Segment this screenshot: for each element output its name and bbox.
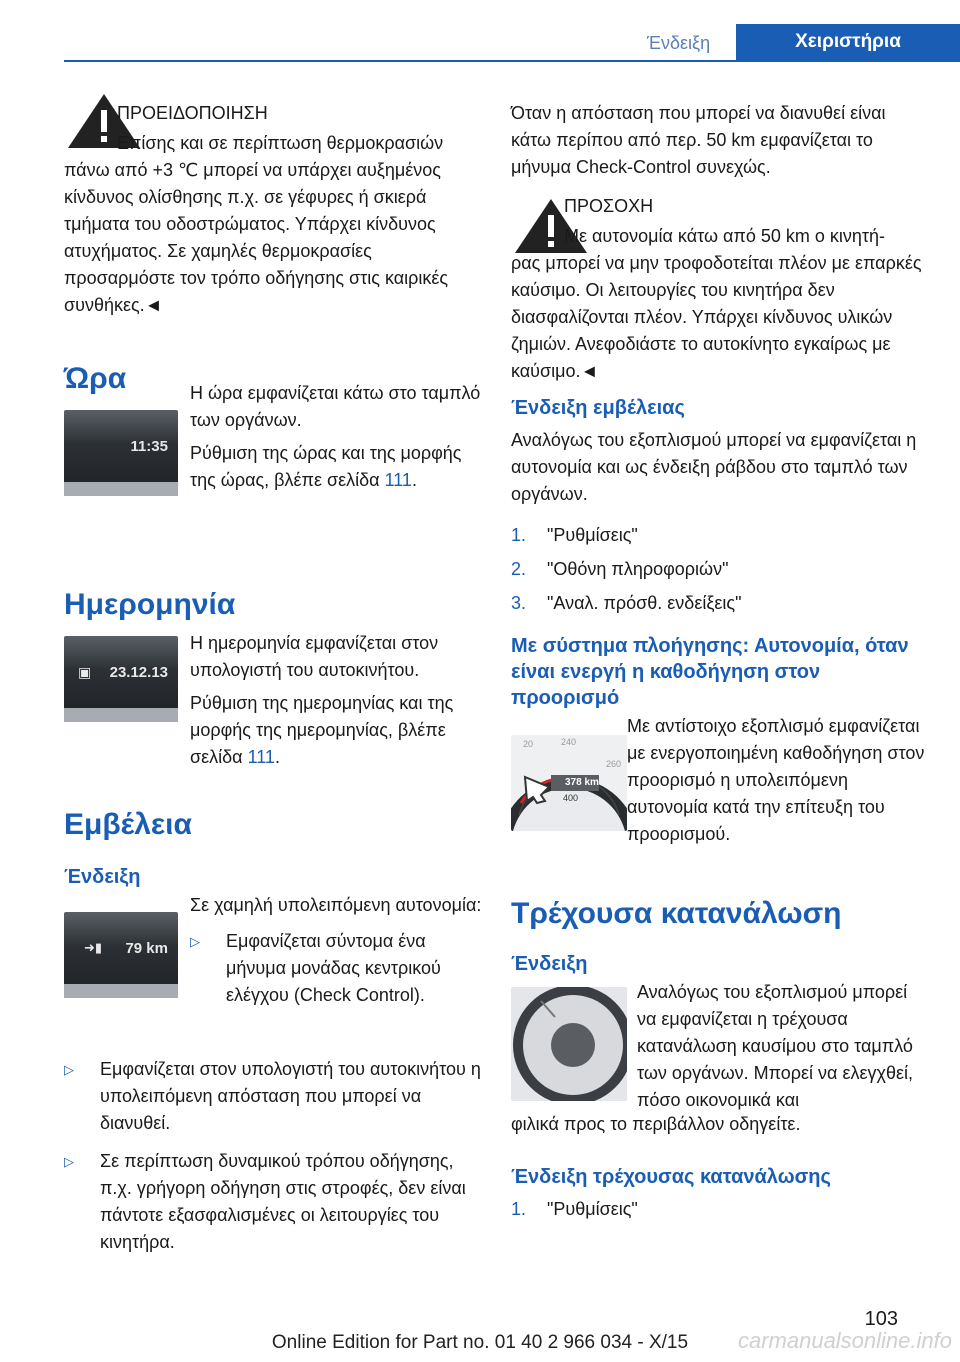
step-text: "Οθόνη πληροφοριών" [547,559,729,579]
step-number: 1. [511,1199,527,1219]
watermark: carmanualsonline.info [737,1328,952,1353]
consumption-subheading: Ένδειξη [511,953,588,975]
range-screen-image [64,912,178,998]
triangle-bullet-icon: ▷ [190,934,200,949]
fuel-pump-icon: ➜▮ [84,940,103,955]
caution-first-line: Με αυτονομία κάτω από 50 km ο κινητή- [564,226,886,246]
nav-range-heading: Με σύστημα πλοήγησης: Αυτονομία, όταν είναι ενεργή η καθοδήγηση στον προορισμό [511,635,909,709]
range-heading: Εμβέλεια [64,808,192,841]
triangle-bullet-icon: ▷ [64,1154,74,1169]
warning-box [64,90,482,315]
step-number: 2. [511,559,527,579]
step-text: "Ρυθμίσεις" [547,525,638,545]
consumption-steps [511,1196,925,1223]
page-header [0,0,960,62]
time-section [64,360,482,542]
range-display-text: Αναλόγως του εξοπλισμού μπορεί να εμφανίζεται η αυτονομία και ως ένδειξη ράβδου στο ταμπλό των οργάνων. [511,430,917,504]
consumption-text-end: φιλικά προς το περιβάλλον οδηγείτε. [511,1114,801,1134]
triangle-bullet-icon: ▷ [64,1062,74,1077]
time-p1: Η ώρα εμφανίζεται κάτω στο ταμπλό των οργάνων. [190,383,481,430]
list-item [511,590,925,617]
consumption-gauge-illustration [511,987,627,1101]
nav-range-text: Με αντίστοιχο εξοπλισμό εμφανίζεται με ενεργοποιημένη καθοδήγηση στον προορισμό η υπολειπόμενη αυτονομία κατά την επίτευξη του προορισμού. [627,716,925,844]
right-column [511,90,925,1223]
date-section [64,586,482,766]
range-screen-text: 79 km [125,940,168,957]
list-item [64,1148,482,1256]
date-heading: Ημερομηνία [64,588,236,621]
list-item [64,1056,482,1137]
list-item [511,556,925,583]
range-bullet-2: Σε περίπτωση δυναμικού τρόπου οδήγησης, π.χ. γρήγορη οδήγηση στις στροφές, δεν είναι πάντοτε εξασφαλισμένες οι λειτουργίες του κινητήρα. [100,1151,466,1252]
range-inner-bullet: Εμφανίζεται σύντομα ένα μήνυμα μονάδας κεντρικού ελέγχου (Check Control). [226,931,441,1005]
header-rule [64,60,960,62]
caution-text: ρας μπορεί να μην τροφοδοτείται πλέον με επαρκές καύσιμο. Οι λειτουργίες του κινητήρα δεν διασφαλίζονται πλέον. Υπάρχει κίνδυνος υλικών ζημιών. Ανεφοδιάστε το αυτοκίνητο εγκαίρως με καύσιμο.◄ [511,253,922,381]
date-page-link[interactable]: 111 [247,747,275,767]
consumption-text: Αναλόγως του εξοπλισμού μπορεί να εμφανίζεται η τρέχουσα κατανάλωση καυσίμου στο ταμπλό των οργάνων. Μπορεί να ελεγχθεί, πόσο οικονομικά και [637,982,913,1110]
caution-title: ΠΡΟΣΟΧΗ [564,196,654,216]
time-screen-text: 11:35 [130,438,168,455]
step-number: 1. [511,525,527,545]
calendar-icon: ▣ [78,664,92,680]
consumption-display-heading: Ένδειξη τρέχουσας κατανάλωσης [511,1166,831,1188]
tab-controls[interactable]: Χειριστήρια [736,24,960,60]
list-item [511,1196,925,1223]
time-screen-image [64,410,178,496]
step-number: 3. [511,593,527,613]
nav-gauge-image [511,735,627,831]
gauge-tick: 240 [561,737,577,747]
range-display-heading: Ένδειξη εμβέλειας [511,397,685,419]
warning-text: πάνω από +3 ℃ μπορεί να υπάρχει αυξημένος κίνδυνος ολίσθησης π.χ. σε γέφυρες ή σκιερά τμήματα του οδοστρώματος. Υπάρχει κίνδυνος ατυχήματος. Σε χαμηλές θερμοκρασίες προσαρμόστε τον τρόπο οδήγησης στις καιρικές συνθήκες.◄ [64,160,449,315]
date-p2: Ρύθμιση της ημερομηνίας και της μορφής της ημερομηνίας, βλέπε σελίδα [190,693,454,767]
gauge-tick: 400 [563,793,579,803]
time-page-link[interactable]: 111 [384,470,412,490]
gauge-tick: 20 [523,739,534,749]
gauge-tick: 260 [605,759,621,769]
step-text: "Αναλ. πρόσθ. ενδείξεις" [547,593,742,613]
range-display-steps [511,522,925,617]
list-item [190,928,482,1009]
consumption-gauge-image [511,987,627,1101]
date-p2-end: . [274,747,280,767]
range-bullet-1: Εμφανίζεται στον υπολογιστή του αυτοκινήτου η υπολειπόμενη απόσταση που μπορεί να διανυθεί. [100,1059,481,1133]
step-text: "Ρυθμίσεις" [547,1199,638,1219]
warning-title: ΠΡΟΕΙΔΟΠΟΙΗΣΗ [117,103,268,123]
page-number: 103 [864,1308,898,1330]
date-screen-image [64,636,178,722]
time-p2-end: . [411,470,417,490]
caution-box [511,191,925,383]
range-warning-text: Όταν η απόσταση που μπορεί να διανυθεί είναι κάτω περίπου από περ. 50 km εμφανίζεται το μήνυμα Check-Control συνεχώς. [511,103,886,177]
date-p1: Η ημερομηνία εμφανίζεται στον υπολογιστή του αυτοκινήτου. [190,633,439,680]
time-p2: Ρύθμιση της ώρας και της μορφής της ώρας, βλέπε σελίδα [190,443,462,490]
time-heading: Ώρα [64,362,127,395]
gauge-range-text: 378 km [565,777,599,788]
tab-display[interactable]: Ένδειξη [646,33,711,53]
range-subheading: Ένδειξη [64,866,141,888]
date-screen-text: 23.12.13 [109,664,168,681]
range-p1: Σε χαμηλή υπολειπόμενη αυτονομία: [190,895,482,915]
list-item [511,522,925,549]
range-section [64,806,482,1256]
left-column [64,90,482,1256]
edition-text: Online Edition for Part no. 01 40 2 966 034 - X/15 [271,1332,689,1353]
warning-first-line: Επίσης και σε περίπτωση θερμοκρασιών [117,133,444,153]
consumption-heading: Τρέχουσα κατανάλωση [511,897,842,930]
